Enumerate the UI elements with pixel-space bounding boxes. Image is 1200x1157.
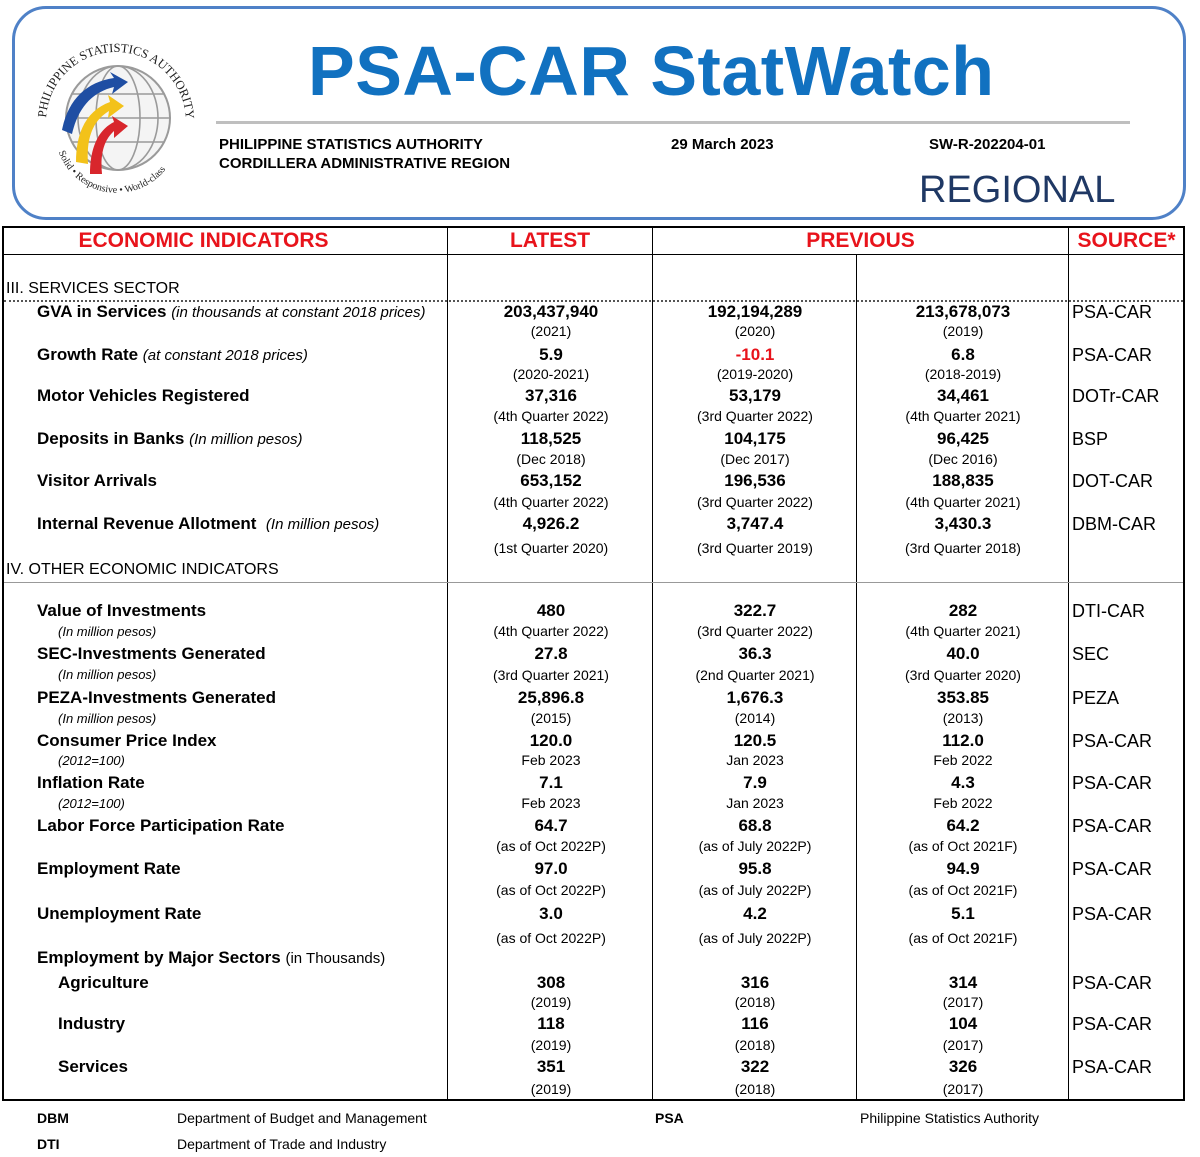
value-previous-2: 34,461 <box>937 386 989 405</box>
period-latest: (2020-2021) <box>512 366 590 382</box>
row-sublabel: (In million pesos) <box>58 711 157 726</box>
period-latest: (4th Quarter 2022) <box>493 623 609 639</box>
row-label-services: Services <box>58 1057 128 1076</box>
section-title-other: IV. OTHER ECONOMIC INDICATORS <box>6 561 279 578</box>
source-label: PSA-CAR <box>1072 345 1153 365</box>
value-latest: 5.9 <box>539 345 563 364</box>
value-previous-1: 7.9 <box>743 773 767 792</box>
period-previous-2: Feb 2022 <box>933 752 993 768</box>
value-previous-2: 96,425 <box>937 429 989 448</box>
page-title: PSA-CAR StatWatch <box>308 32 995 110</box>
period-previous-1: (2019-2020) <box>716 366 794 382</box>
source-label: PSA-CAR <box>1072 1014 1153 1034</box>
period-previous-2: (as of Oct 2021F) <box>908 838 1018 854</box>
period-latest: (2015) <box>530 710 572 726</box>
period-previous-2: (2018-2019) <box>924 366 1002 382</box>
value-previous-2: 353.85 <box>937 688 989 707</box>
value-previous-1: 116 <box>741 1014 769 1033</box>
row-label-industry: Industry <box>58 1014 126 1033</box>
source-label: PSA-CAR <box>1072 904 1153 924</box>
value-latest: 97.0 <box>534 859 568 878</box>
period-previous-1: (as of July 2022P) <box>698 882 812 898</box>
value-previous-1: 322.7 <box>733 601 777 620</box>
source-label: DOTr-CAR <box>1072 386 1160 406</box>
value-previous-1: 322 <box>740 1057 770 1076</box>
col-divider <box>447 228 448 1099</box>
footer-abbr: PSA <box>655 1110 684 1126</box>
period-latest: (4th Quarter 2022) <box>493 408 609 424</box>
value-previous-1: 196,536 <box>724 471 786 490</box>
period-previous-1: (3rd Quarter 2022) <box>697 494 813 510</box>
period-previous-1: (3rd Quarter 2022) <box>697 623 813 639</box>
row-label-visitor-arrivals: Visitor Arrivals <box>37 471 158 490</box>
col-header-indicators: ECONOMIC INDICATORS <box>78 229 329 252</box>
value-previous-2: 112.0 <box>942 731 984 750</box>
row-label-sec-investments: SEC-Investments Generated <box>37 644 266 663</box>
row-sublabel: (2012=100) <box>58 753 125 768</box>
value-latest: 653,152 <box>520 471 582 490</box>
source-label: SEC <box>1072 644 1110 664</box>
period-previous-2: (3rd Quarter 2020) <box>905 667 1021 683</box>
row-sublabel: (In million pesos) <box>58 667 157 682</box>
period-previous-2: (as of Oct 2021F) <box>908 930 1018 946</box>
period-previous-1: (2018) <box>734 1037 776 1053</box>
value-latest: 120.0 <box>529 731 573 750</box>
value-previous-2: 94.9 <box>946 859 980 878</box>
col-divider <box>652 228 653 1099</box>
row-label-employment-rate: Employment Rate <box>37 859 181 878</box>
period-latest: (1st Quarter 2020) <box>493 540 609 556</box>
period-previous-2: Feb 2022 <box>933 795 993 811</box>
row-label-peza-investments: PEZA-Investments Generated <box>37 688 277 707</box>
release-code: SW-R-202204-01 <box>929 136 1046 153</box>
period-previous-2: (as of Oct 2021F) <box>908 882 1018 898</box>
period-previous-2: (3rd Quarter 2018) <box>905 540 1021 556</box>
row-label-deposits: Deposits in Banks (In million pesos) <box>37 429 303 448</box>
scope-label: REGIONAL <box>919 169 1116 211</box>
value-latest: 4,926.2 <box>522 514 580 533</box>
row-label-motor-vehicles: Motor Vehicles Registered <box>37 386 250 405</box>
header-divider <box>4 254 1183 255</box>
row-label-value-of-investments: Value of Investments <box>37 601 207 620</box>
period-previous-1: (2018) <box>734 1081 776 1097</box>
value-latest: 25,896.8 <box>517 688 585 707</box>
period-latest: Feb 2023 <box>521 752 581 768</box>
source-label: PSA-CAR <box>1072 302 1153 322</box>
row-label-cpi: Consumer Price Index <box>37 731 217 750</box>
col-divider <box>856 254 857 1099</box>
source-label: PSA-CAR <box>1072 773 1153 793</box>
value-previous-2: 326 <box>948 1057 978 1076</box>
value-previous-2: 282 <box>948 601 978 620</box>
period-previous-1: (Dec 2017) <box>720 451 790 467</box>
footer-desc: Department of Trade and Industry <box>177 1136 387 1152</box>
value-previous-2: 5.1 <box>951 904 975 923</box>
row-label-inflation-rate: Inflation Rate <box>37 773 145 792</box>
source-label: PSA-CAR <box>1072 816 1153 836</box>
col-divider <box>1068 228 1069 1099</box>
footer-desc: Department of Budget and Management <box>177 1110 427 1126</box>
value-latest: 7.1 <box>539 773 563 792</box>
period-previous-2: (4th Quarter 2021) <box>905 408 1021 424</box>
source-label: PSA-CAR <box>1072 973 1153 993</box>
row-sublabel: (In million pesos) <box>58 624 157 639</box>
period-latest: (as of Oct 2022P) <box>496 838 606 854</box>
period-previous-2: (2013) <box>942 710 984 726</box>
source-label: PSA-CAR <box>1072 1057 1153 1077</box>
source-label: PEZA <box>1072 688 1120 708</box>
period-latest: (3rd Quarter 2021) <box>493 667 609 683</box>
value-previous-2: 4.3 <box>951 773 975 792</box>
section-divider <box>4 582 1183 583</box>
value-previous-1: 104,175 <box>724 429 786 448</box>
value-previous-1: 53,179 <box>729 386 781 405</box>
period-latest: (2019) <box>530 1037 572 1053</box>
footer-abbr: DBM <box>37 1110 69 1126</box>
period-latest: Feb 2023 <box>521 795 581 811</box>
value-previous-2: 104 <box>948 1014 978 1033</box>
row-label-agriculture: Agriculture <box>58 973 149 992</box>
value-previous-2: 213,678,073 <box>915 302 1011 321</box>
row-sublabel: (2012=100) <box>58 796 125 811</box>
value-previous-1: 192,194,289 <box>707 302 803 321</box>
period-previous-1: (as of July 2022P) <box>698 838 812 854</box>
logo-arc-text: PHILIPPINE STATISTICS AUTHORITY <box>35 40 198 120</box>
value-previous-1: -10.1 <box>735 345 775 364</box>
value-latest: 308 <box>536 973 566 992</box>
source-label: DBM-CAR <box>1072 514 1156 534</box>
org-name-line2: CORDILLERA ADMINISTRATIVE REGION <box>219 155 511 172</box>
period-previous-2: (2017) <box>942 994 984 1010</box>
value-previous-1: 120.5 <box>733 731 777 750</box>
period-previous-1: (2018) <box>734 994 776 1010</box>
period-previous-1: Jan 2023 <box>726 795 784 811</box>
value-latest: 27.8 <box>534 644 568 663</box>
value-latest: 480 <box>536 601 566 620</box>
org-name-line1: PHILIPPINE STATISTICS AUTHORITY <box>219 136 483 153</box>
period-latest: (2019) <box>530 994 572 1010</box>
source-label: BSP <box>1072 429 1109 449</box>
period-previous-2: (4th Quarter 2021) <box>905 494 1021 510</box>
row-label-unemployment-rate: Unemployment Rate <box>37 904 202 923</box>
col-header-latest: LATEST <box>509 229 591 252</box>
section-title-services: III. SERVICES SECTOR <box>6 280 180 297</box>
period-previous-2: (2017) <box>942 1081 984 1097</box>
value-previous-2: 314 <box>948 973 978 992</box>
col-header-source: SOURCE* <box>1077 229 1176 252</box>
period-previous-2: (4th Quarter 2021) <box>905 623 1021 639</box>
source-label: DOT-CAR <box>1072 471 1153 491</box>
value-previous-1: 36.3 <box>738 644 772 663</box>
row-label-gva: GVA in Services (in thousands at constant 2018 prices) <box>37 302 426 321</box>
period-latest: (2021) <box>530 323 572 339</box>
period-previous-1: (2020) <box>734 323 776 339</box>
source-label: PSA-CAR <box>1072 731 1153 751</box>
period-previous-2: (Dec 2016) <box>928 451 998 467</box>
value-previous-1: 95.8 <box>738 859 772 878</box>
footer-desc: Philippine Statistics Authority <box>860 1110 1039 1126</box>
value-previous-1: 316 <box>740 973 770 992</box>
value-latest: 351 <box>536 1057 566 1076</box>
value-latest: 3.0 <box>539 904 563 923</box>
value-previous-1: 4.2 <box>743 904 767 923</box>
value-previous-2: 3,430.3 <box>934 514 992 533</box>
release-date: 29 March 2023 <box>671 136 774 153</box>
value-previous-2: 64.2 <box>946 816 980 835</box>
period-previous-1: (2014) <box>734 710 776 726</box>
period-latest: (as of Oct 2022P) <box>496 930 606 946</box>
psa-logo <box>28 30 198 200</box>
row-label-employment-by-sector: Employment by Major Sectors (in Thousands) <box>37 948 386 967</box>
period-latest: (2019) <box>530 1081 572 1097</box>
source-label: PSA-CAR <box>1072 859 1153 879</box>
period-latest: (as of Oct 2022P) <box>496 882 606 898</box>
period-previous-1: Jan 2023 <box>726 752 784 768</box>
period-previous-1: (2nd Quarter 2021) <box>695 667 815 683</box>
period-previous-1: (3rd Quarter 2019) <box>697 540 813 556</box>
row-label-lfpr: Labor Force Participation Rate <box>37 816 285 835</box>
period-previous-1: (as of July 2022P) <box>698 930 812 946</box>
value-latest: 37,316 <box>525 386 577 405</box>
row-label-ira: Internal Revenue Allotment (In million pesos) <box>37 514 380 533</box>
value-latest: 64.7 <box>534 816 568 835</box>
value-previous-1: 68.8 <box>738 816 772 835</box>
logo-motto-text: Solid • Responsive • World-class <box>55 148 169 196</box>
period-latest: (4th Quarter 2022) <box>493 494 609 510</box>
value-previous-2: 6.8 <box>951 345 975 364</box>
period-previous-1: (3rd Quarter 2022) <box>697 408 813 424</box>
value-latest: 118,525 <box>520 429 582 448</box>
value-previous-1: 1,676.3 <box>726 688 784 707</box>
title-divider <box>216 121 1130 124</box>
value-previous-2: 188,835 <box>932 471 994 490</box>
source-label: DTI-CAR <box>1072 601 1145 621</box>
value-previous-2: 40.0 <box>946 644 980 663</box>
value-latest: 203,437,940 <box>503 302 599 321</box>
row-label-growth-rate: Growth Rate (at constant 2018 prices) <box>37 345 308 364</box>
period-previous-2: (2019) <box>942 323 984 339</box>
footer-abbr: DTI <box>37 1136 60 1152</box>
col-header-previous: PREVIOUS <box>806 229 915 252</box>
period-previous-2: (2017) <box>942 1037 984 1053</box>
value-latest: 118 <box>537 1014 565 1033</box>
value-previous-1: 3,747.4 <box>726 514 784 533</box>
period-latest: (Dec 2018) <box>516 451 586 467</box>
